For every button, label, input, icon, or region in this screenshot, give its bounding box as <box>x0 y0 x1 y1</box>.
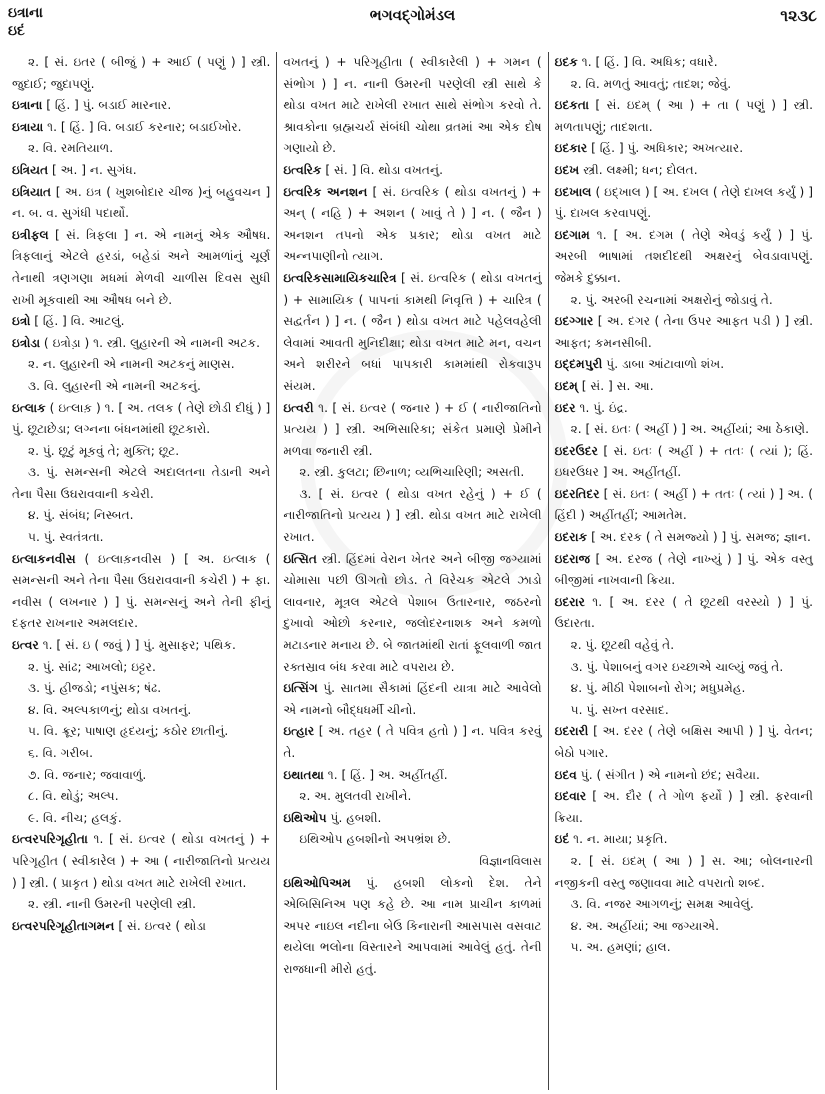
definition-text: ૧. પું. ઇંદ્ર. <box>575 400 628 415</box>
sub-sense <box>12 678 270 700</box>
sub-sense <box>555 916 813 938</box>
dictionary-entry <box>555 592 813 635</box>
definition-text: [ સં. ઇદમ્ ( આ ) + તા ( પણું ) ] સ્ત્રી. મળતાપણું; તાદશતા. <box>554 98 813 134</box>
definition-text: પું. સાતમા સૈકામાં હિંદની યાત્રા માટે આવેલો એ નામનો બૌદ્ધધર્મી ચીનો. <box>283 681 542 717</box>
definition-text: પું. હબશી લોકનો દેશ. તેને એબિસિનિઅ પણ કહે છે. આ નામ પ્રાચીન કાળમાં અપર નાઇલ નદીના બેઉ કિનારાની આસપાસ વસવાટ થયેલા ભલોના વિસ્તારને આપવામાં આવેલું હતું. તેની રાજધાની મીરો હતું. <box>283 875 542 976</box>
headword: ઇદં <box>554 832 570 847</box>
definition-text: ૧. [ હિં. ] વિ. અધિક; વધારે. <box>577 55 718 69</box>
column-1 <box>6 52 276 1090</box>
page-number: ૧૨૩૮ <box>780 6 817 25</box>
definition-text: ૯. વિ. નીચ; હલકું. <box>28 810 122 825</box>
dictionary-entry <box>12 398 270 441</box>
dictionary-entry <box>555 225 813 290</box>
definition-text: ૧. [ અ. દરર ( તે છૂટથી વરસ્યો ) ] પું. ઉદારતા. <box>554 594 813 631</box>
sub-sense <box>555 678 813 700</box>
dictionary-entry <box>12 182 270 225</box>
dictionary-entry <box>12 829 270 894</box>
definition-text: [ અ. ઇત્ર ( ખુશબોદાર ચીજ )નું બહુવચન ] ન. બ. વ. સુગંધી પદાર્થો. <box>12 184 271 221</box>
sub-sense <box>12 138 270 160</box>
definition-text: ૨. વિ. રમતિયાળ. <box>28 141 114 156</box>
headword: ઇદખ <box>554 162 580 177</box>
dictionary-entry <box>555 138 813 160</box>
definition-text: [ સં. ઇત્વરિક ( થોડા વખતનું ) + સામાયિક ( પાપનાં કામથી નિવૃત્તિ ) + ચારિત્ર ( સદ્વર્તન ) ] ન. ( જૈન ) થોડા વખત માટે પહેલવહેલી લેવામાં આવતી મુનિદીક્ષા; થોડા વખત માટે મન, વચન અને શરીરને બધાં પાપકારી કામમાંથી રોકવારૂપ સંયમ. <box>283 270 542 393</box>
dictionary-entry <box>555 354 813 376</box>
sub-sense <box>555 74 813 96</box>
sub-sense <box>12 376 270 398</box>
dictionary-entry <box>555 721 813 764</box>
sub-sense <box>283 786 541 808</box>
headword: ઇદગ્ગાર <box>554 314 594 329</box>
definition-text: ૫. અ. હમણાં; હાલ. <box>570 940 671 955</box>
sub-sense <box>283 484 541 549</box>
definition-text: [ અ. દરક ( તે સમજ્યો ) ] પું. સમજ; જ્ઞાન. <box>587 530 811 545</box>
dictionary-entry <box>283 721 541 764</box>
definition-text: ૩. વિ. લુહારની એ નામની અટકનું. <box>28 378 201 393</box>
sub-sense <box>12 700 270 722</box>
headword: ઇદક <box>554 55 578 69</box>
sub-sense <box>555 894 813 916</box>
headword: ઇત્રો <box>12 314 31 329</box>
sub-sense <box>555 700 813 722</box>
definition-text: [ હિં. ] વિ. આટલું. <box>30 314 125 329</box>
headword: ઇદરતિદર <box>554 486 600 501</box>
definition-text: [ અ. દરજ ( તેણે નાખ્યું ) ] પું. એક વસ્તુ બીજીમાં નાખવાની ક્રિયા. <box>554 551 813 588</box>
headword: ઇત્વરિકસામાયિકચારિત્ર <box>283 270 397 285</box>
definition-text: પું. ( સંગીત ) એ નામનો છંદ; સવૈયા. <box>576 767 760 782</box>
definition-text: સ્ત્રી. લક્ષ્મી; ધન; દોલત. <box>579 162 698 177</box>
definition-text: ૭. વિ. જનાર; જવાવાળું. <box>28 767 147 782</box>
definition-text: [ સં. ઇતઃ ( અહીં ) + તતઃ ( ત્યાં ) ] અ. ( હિંદી ) અહીંતહીં; આમતેમ. <box>554 486 813 523</box>
first-guide-word: ઇત્રાના <box>8 5 43 21</box>
dictionary-entry <box>283 873 541 981</box>
sub-sense <box>12 462 270 505</box>
definition-text: ૨. ન. લુહારની એ નામની અટકનું માણસ. <box>28 357 235 372</box>
definition-text: ૨. પું. સાંઢ; આખલો; ઇટ્ટર. <box>28 659 156 674</box>
definition-text: [ સં. ત્રિફલા ] ન. એ નામનું એક ઔષધ. ત્રિફલાનું એટલે હરડાં, બહેડાં અને આમળાંનું ચૂર્ણ તેનાથી ત્રણગણા મધમાં મેળવી ચાળીસ દિવસ સુધી રાખી મૂકવાથી આ ઔષધ બને છે. <box>12 227 271 307</box>
headword: ઇદરાર <box>554 594 585 609</box>
dictionary-entry <box>555 765 813 787</box>
headword: ઇદકાર <box>554 141 588 156</box>
definition-text: ૩. પું. પેશાબનું વગર ઇચ્છાએ ચાલ્યું જવું તે. <box>570 659 784 674</box>
headword: ઇત્વરિક <box>283 162 322 177</box>
definition-text: ( ઇદ્ખાલ ) [ અ. દખલ ( તેણે દાખલ કર્યું ) ] પું. દાખલ કરવાપણું. <box>554 184 813 221</box>
headword: ઇત્વરપરિગૃહીતા <box>12 832 88 847</box>
definition-text: [ સં. ] વિ. થોડા વખતનું. <box>321 162 443 177</box>
definition-text: ૪. વિ. અલ્પકાળનું; થોડા વખતનું. <box>28 702 192 717</box>
definition-text: ૩. પું. હીજડો; નપુંસક; ષંઢ. <box>28 681 162 696</box>
headword: ઇદમ્ <box>554 378 578 393</box>
headword: ઇત્સિત <box>283 551 317 566</box>
definition-text: ૨. પું. છૂટથી વહેવું તે. <box>570 638 675 653</box>
headword: ઇદગામ <box>554 227 590 242</box>
definition-text: સ્ત્રી. હિંદમાં વેરાન ખેતર અને બીજી જગ્યામાં ચોમાસા પછી ઊગતો છોડ. તે વિરેચક એટલે ઝાડો લાવનાર, મૂત્રલ એટલે પેશાબ ઉતારનાર, જઠરનો દુખાવો ઓછો કરનાર, જલોદરનાશક અને કમળો મટાડનાર મનાય છે. બે જાતમાંથી રાતાં ફૂલવાળી જાત રક્તસ્રાવ બંધ કરવા માટે વપરાય છે. <box>283 551 542 674</box>
headword: ઇત્રાના <box>12 98 43 113</box>
definition-text: ૧. [ હિં. ] વિ. બડાઈ કરનાર; બડાઈખોર. <box>43 119 242 134</box>
definition-text: ૨. પું. અરબી રચનામાં અક્ષરોનું જોડાવું તે. <box>570 292 773 307</box>
dictionary-entry <box>12 95 270 117</box>
headword: ઇત્સિંગ <box>283 681 318 696</box>
source-attribution <box>283 851 541 873</box>
definition-text: ૩. પું. સમન્સની એટલે અદાલતના તેડાની અને તેના પૈસા ઉઘરાવવાની કચેરી. <box>12 465 271 501</box>
dictionary-entry <box>555 160 813 182</box>
dictionary-entry <box>555 398 813 420</box>
sub-sense <box>283 829 541 851</box>
headword: ઇદવ <box>554 767 577 782</box>
definition-text: ૧. [ સં. ઇત્વર ( જનાર ) + ઈ ( નારીજાતિનો પ્રત્યય ) ] સ્ત્રી. અભિસારિકા; સંકેત પ્રમાણે પ્રેમીને મળવા જનારી સ્ત્રી. <box>283 400 542 458</box>
dictionary-entry <box>283 160 541 182</box>
sub-sense <box>12 721 270 743</box>
headword: ઇદરારી <box>554 724 589 739</box>
dictionary-entry <box>555 311 813 354</box>
headword: ઇત્રિયાત <box>12 184 52 199</box>
headword: ઇત્રીફલ <box>12 227 49 242</box>
definition-text: ૨. [ સં. ઇદમ્ ( આ ) ] સ. આ; બોલનારની નજીકની વસ્તુ જણાવવા માટે વપરાતો શબ્દ. <box>554 853 813 890</box>
headword: ઇદવાર <box>554 789 587 804</box>
definition-text: ૪. પું. સંબંધ; નિસ્બત. <box>28 508 134 523</box>
headword: ઇદરાક <box>554 530 588 545</box>
column-2 <box>276 52 547 1090</box>
definition-text: ૪. અ. અહીંયાં; આ જગ્યાએ. <box>570 918 719 933</box>
definition-text: ૫. વિ. ક્રૂર; પાષાણ હૃદયનું; કઠોર છાતીનું. <box>28 724 229 739</box>
dictionary-entry <box>555 182 813 225</box>
definition-text: [ અ. ] ન. સુગંધ. <box>48 162 137 177</box>
definition-text: ૨. અ. મુલતવી રાખીને. <box>299 789 412 804</box>
headword: ઇત્હાર <box>283 724 315 739</box>
definition-text: [ અ. દૌર ( તે ગોળ ફર્યો ) ] સ્ત્રી. ફરવાની ક્રિયા. <box>554 789 813 825</box>
dictionary-entry <box>12 117 270 139</box>
dictionary-entry <box>555 527 813 549</box>
sub-sense <box>555 419 813 441</box>
headword: ઇદરાજ <box>554 551 591 566</box>
sub-sense <box>12 786 270 808</box>
sub-sense <box>12 441 270 463</box>
headword: ઇથાતથા <box>283 767 324 782</box>
sub-sense <box>12 505 270 527</box>
dictionary-entry <box>555 52 813 74</box>
headword: ઇત્વરી <box>283 400 314 415</box>
dictionary-entry <box>283 268 541 398</box>
headword: ઇત્રિયત <box>12 162 49 177</box>
sub-sense <box>12 743 270 765</box>
definition-text: ૬. વિ. ગરીબ. <box>28 746 94 760</box>
definition-text: ઇથિઓપ હબશીનો અપભ્રંશ છે. <box>299 832 451 847</box>
definition-text: ૧. [ અ. દગમ ( તેણે એવડું કર્યું ) ] પું. અરબી ભાષામાં તશદીદથી અક્ષરનું બેવડાવાપણું. જેમકે દુક્કાન. <box>554 227 813 285</box>
headword: ઇદખાલ <box>554 184 592 199</box>
definition-text: [ અ. દગર ( તેના ઉપર આફત પડી ) ] સ્ત્રી. આફત; કમનસીબી. <box>554 314 813 350</box>
last-guide-word: ઇદં <box>8 23 25 39</box>
headword: ઇદકતા <box>554 98 589 113</box>
definition-text: ૫. પું. સખ્ત વરસાદ. <box>570 702 669 717</box>
definition-text: ૨. વિ. મળતું આવતું; તાદશ; જેવું. <box>570 76 732 91</box>
dictionary-entry <box>12 160 270 182</box>
dictionary-entry <box>555 376 813 398</box>
headword: ઇથિઓપ <box>283 810 327 825</box>
page-header <box>8 4 817 48</box>
sub-sense <box>12 52 270 95</box>
definition-text: [ હિં. ] પું. અધિકાર; અખત્યાર. <box>587 141 744 156</box>
headword: ઇત્રાયા <box>12 119 44 134</box>
definition-text: ૧. ન. માયા; પ્રકૃતિ. <box>569 832 668 847</box>
definition-text: ( ઇત્રોડ઼ા ) ૧. સ્ત્રી. લુહારની એ નામની અટક. <box>40 335 260 350</box>
definition-text: ૨. [ સં. ઇતર ( બીજું ) + આઈ ( પણું ) ] સ્ત્રી. જુદાઈ; જુદાપણું. <box>12 55 271 91</box>
headword: ઇદરઉદર <box>554 443 598 458</box>
dictionary-entry <box>555 786 813 829</box>
headword: ઇથિઓપિઅમ <box>283 875 351 890</box>
headword: ઇદ્દમપુરી <box>554 357 603 372</box>
definition-text: ૫. પું. સ્વતંત્રતા. <box>28 530 104 545</box>
definition-text: ૨. સ્ત્રી. કુલટા; છિનાળ; વ્યભિચારિણી; અસતી. <box>299 465 525 480</box>
sub-sense <box>555 937 813 959</box>
definition-text: ૪. પું. મીઠી પેશાબનો રોગ; મધુપ્રમેહ. <box>570 681 746 696</box>
headword: ઇત્વરિક અનશન <box>283 184 368 199</box>
dictionary-entry <box>12 549 270 635</box>
definition-text: ૧. [ સં. ઇત્વર ( થોડા વખતનું ) + પરિગૃહીત ( સ્વીકારેલ ) + આ ( નારીજાતિનો પ્રત્યય ) ] સ્ત્રી. ( પ્રાકૃત ) થોડા વખત માટે રાખેલી રખાત. <box>12 832 271 890</box>
definition-text: ( ઇત્લાક઼ ) ૧. [ અ. તલક ( તેણે છોડી દીધું ) ] પું. છૂટાછેડા; લગ્નના બંધનમાંથી છૂટકારો. <box>12 400 271 437</box>
dictionary-entry <box>283 765 541 787</box>
sub-sense <box>555 290 813 312</box>
column-3 <box>548 52 819 1090</box>
dictionary-entry <box>555 484 813 527</box>
definition-text: ૨. સ્ત્રી. નાની ઉમરની પરણેલી સ્ત્રી. <box>28 897 196 912</box>
sub-sense <box>555 635 813 657</box>
sub-sense <box>283 462 541 484</box>
definition-text: ( ઇત્લાક઼નવીસ ) [ અ. ઇત્લાક ( સમન્સની અને તેના પૈસા ઉઘરાવવાની કચેરી ) + ફા. નવીસ ( લખનાર ) ] પું. સમન્સનું અને તેની ફીનું દફતર રાખનાર અમલદાર. <box>12 551 271 631</box>
definition-text: પું. હબશી. <box>326 810 382 825</box>
headword: ઇદર <box>554 400 576 415</box>
dictionary-entry <box>283 808 541 830</box>
definition-text: ૩. [ સં. ઇત્વર ( થોડા વખત રહેનું ) + ઈ ( નારીજાતિનો પ્રત્યય ) ] સ્ત્રી. થોડા વખત માટે રાખેલી રખાત. <box>283 486 542 545</box>
headword: ઇત્રોડા <box>12 335 41 350</box>
dictionary-entry <box>555 441 813 484</box>
headword: ઇત્વર <box>12 638 39 653</box>
dictionary-entry <box>555 95 813 138</box>
definition-text: ૨. [ સં. ઇતઃ ( અહીં ) ] અ. અહીંયાં; આ ઠેકાણે. <box>570 422 809 437</box>
definition-text: [ સં. ] સ. આ. <box>577 378 654 393</box>
definition-text: પું. ડાબા આંટાવાળો શંખ. <box>602 357 725 372</box>
book-title: ભગવદ્ગોમંડલ <box>369 6 456 24</box>
dictionary-entry <box>12 635 270 657</box>
dictionary-entry <box>283 398 541 463</box>
definition-text: ૨. પું. છૂટું મૂકવું તે; મુક્તિ; છૂટ. <box>28 443 180 458</box>
definition-text: [ હિં. ] પું. બડાઈ મારનાર. <box>42 98 172 113</box>
dictionary-entry <box>12 225 270 311</box>
definition-text: વિજ્ઞાનવિલાસ <box>479 853 542 868</box>
sub-sense <box>12 354 270 376</box>
sub-sense <box>12 765 270 787</box>
definition-text: ૧. [ સં. ઇ ( જવું ) ] પું. મુસાફર; પથિક. <box>38 638 236 653</box>
sub-sense <box>12 657 270 679</box>
sub-sense <box>555 851 813 894</box>
dictionary-columns <box>6 52 819 1090</box>
definition-text: [ અ. તહર ( તે પવિત્ર હતો ) ] ન. પવિત્ર કરવું તે. <box>283 724 542 760</box>
dictionary-entry <box>555 829 813 851</box>
dictionary-entry <box>12 311 270 333</box>
definition-text: ૮. વિ. થોડું; અલ્પ. <box>28 789 119 804</box>
sub-sense <box>283 52 541 160</box>
definition-text: [ સં. ઇત્વર ( થોડા <box>114 918 207 933</box>
definition-text: [ સં. ઇત્વરિક ( થોડા વખતનું ) + અન્ ( નહિ ) + અશન ( ખાવું તે ) ] ન. ( જૈન ) અનશન તપનો એક પ્રકાર; થોડા વખત માટે અન્નપાણીનો ત્યાગ. <box>283 184 542 264</box>
definition-text: વખતનું ) + પરિગૃહીતા ( સ્વીકારેલી ) + ગમન ( સંભોગ ) ] ન. નાની ઉમરની પરણેલી સ્ત્રી સાથે કે થોડા વખત માટે રાખેલી રખાત સાથે સંભોગ કરવો તે. શ્રાવકોના બ્રહ્મચર્ય સંબંધી ચોથા વ્રતમાં આ એક દોષ ગણાયો છે. <box>283 55 542 156</box>
dictionary-entry <box>12 916 270 938</box>
sub-sense <box>555 657 813 679</box>
headword: ઇત્લાક <box>12 400 46 415</box>
dictionary-entry <box>12 333 270 355</box>
definition-text: [ સં. ઇતઃ ( અહીં ) + તતઃ ( ત્યાં ); હિં. ઇધરઉધર ] અ. અહીંતહીં. <box>554 443 813 480</box>
dictionary-entry <box>283 549 541 679</box>
dictionary-entry <box>555 549 813 592</box>
headword: ઇત્લાકનવીસ <box>12 551 76 566</box>
headword: ઇત્વરપરિગૃહીતાગમન <box>12 918 115 933</box>
sub-sense <box>12 894 270 916</box>
sub-sense <box>12 808 270 830</box>
sub-sense <box>12 527 270 549</box>
definition-text: [ અ. દરર ( તેણે બક્ષિસ આપી ) ] પું. વેતન; બેઠો પગાર. <box>554 724 813 760</box>
definition-text: ૩. વિ. નજર આગળનું; સમક્ષ આવેલું. <box>570 897 754 912</box>
dictionary-entry <box>283 182 541 268</box>
definition-text: ૧. [ હિં. ] અ. અહીંતહીં. <box>323 767 448 782</box>
dictionary-entry <box>283 678 541 721</box>
